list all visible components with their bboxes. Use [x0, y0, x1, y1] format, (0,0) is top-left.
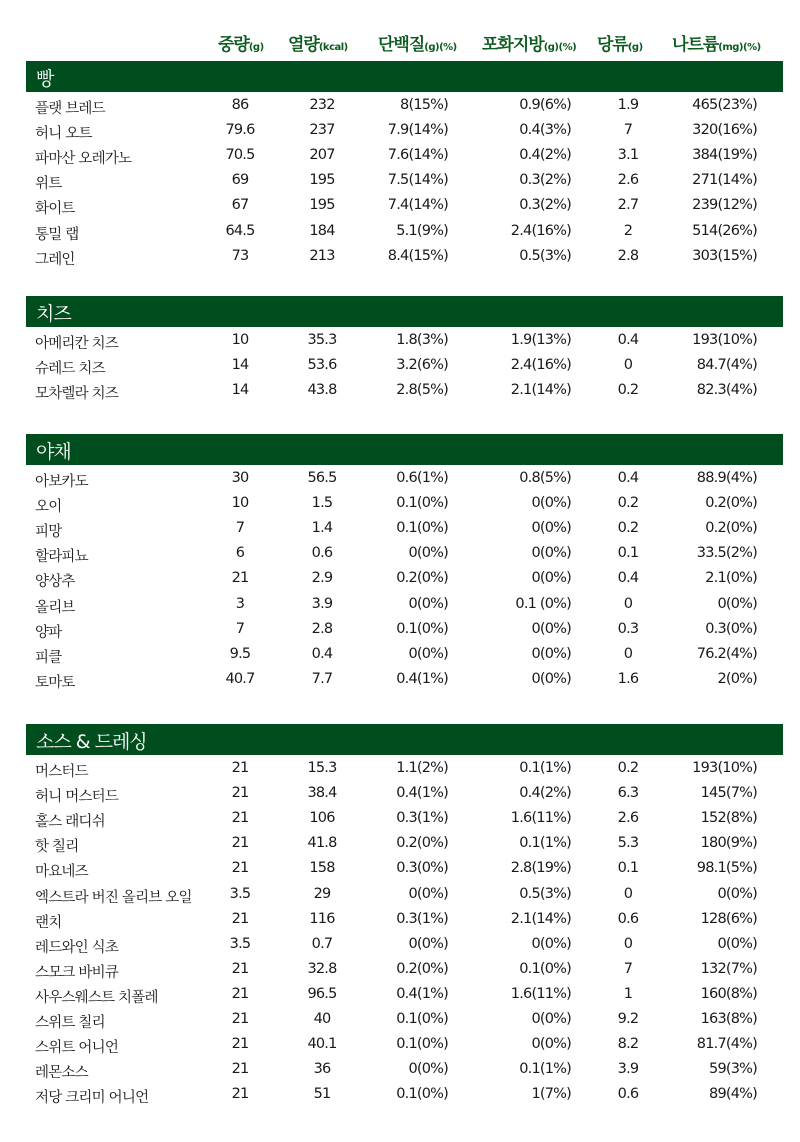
column-header-saturated-fat: 포화지방(g)(%) — [482, 35, 577, 55]
column-header-sodium: 나트륨(mg)(%) — [672, 35, 761, 55]
cell-sugar: 1 — [623, 985, 633, 1002]
table-row — [0, 492, 800, 517]
cell-sodium: 0.2(0%) — [705, 495, 757, 512]
cell-protein: 0.4(1%) — [396, 985, 448, 1002]
cell-item-name: 피클 — [35, 649, 62, 666]
cell-saturated-fat: 0.8(5%) — [519, 470, 571, 486]
cell-calories: 51 — [313, 1086, 331, 1103]
cell-weight: 21 — [231, 910, 249, 927]
cell-calories: 32.8 — [307, 960, 337, 977]
cell-sodium: 33.5(2%) — [696, 545, 757, 562]
cell-item-name: 모차렐라 치즈 — [35, 386, 119, 403]
cell-weight: 21 — [231, 960, 249, 977]
cell-sodium: 84.7(4%) — [696, 357, 757, 374]
cell-weight: 21 — [231, 835, 249, 852]
cell-saturated-fat: 0(0%) — [531, 1011, 571, 1027]
cell-saturated-fat: 2.1(14%) — [510, 910, 571, 927]
cell-sugar: 0 — [623, 357, 633, 374]
section-header-bar — [26, 434, 783, 465]
cell-calories: 38.4 — [307, 785, 337, 802]
table-row — [0, 807, 800, 832]
cell-weight: 21 — [231, 1011, 249, 1027]
table-row — [0, 354, 800, 379]
table-row — [0, 668, 800, 693]
cell-weight: 21 — [231, 760, 249, 776]
cell-weight: 7 — [235, 520, 245, 537]
cell-sodium: 152(8%) — [700, 810, 757, 827]
cell-calories: 2.8 — [311, 620, 333, 637]
cell-weight: 21 — [231, 570, 249, 587]
cell-weight: 21 — [231, 785, 249, 802]
section-header-bar — [26, 296, 783, 327]
section-header-bar — [26, 724, 783, 755]
cell-sugar: 2.6 — [617, 172, 639, 189]
cell-item-name: 플랫 브레드 — [35, 101, 105, 117]
column-header-weight: 중량(g) — [218, 35, 264, 55]
cell-calories: 43.8 — [307, 382, 337, 399]
cell-protein: 0.3(1%) — [396, 910, 448, 927]
cell-weight: 14 — [231, 382, 249, 399]
cell-saturated-fat: 0.3(2%) — [519, 197, 571, 214]
cell-saturated-fat: 0(0%) — [531, 545, 571, 562]
cell-weight: 70.5 — [225, 147, 255, 164]
cell-sugar: 8.2 — [617, 1036, 639, 1053]
cell-sugar: 3.1 — [617, 147, 639, 164]
cell-sugar: 2.6 — [617, 810, 639, 827]
cell-sodium: 89(4%) — [709, 1086, 757, 1103]
cell-weight: 10 — [231, 332, 249, 348]
cell-protein: 0.1(0%) — [396, 1036, 448, 1053]
table-row — [0, 983, 800, 1008]
section-title: 빵 — [36, 68, 54, 90]
cell-item-name: 아메리칸 치즈 — [35, 336, 119, 352]
cell-saturated-fat: 1.6(11%) — [510, 810, 571, 827]
cell-calories: 207 — [309, 147, 335, 164]
cell-sodium: 0(0%) — [717, 595, 757, 612]
cell-calories: 35.3 — [307, 332, 337, 348]
table-row — [0, 567, 800, 592]
cell-weight: 86 — [231, 97, 249, 113]
cell-sugar: 7 — [623, 960, 633, 977]
cell-protein: 0.6(1%) — [396, 470, 448, 486]
cell-protein: 7.9(14%) — [387, 122, 448, 139]
cell-sodium: 0.2(0%) — [705, 520, 757, 537]
cell-sodium: 132(7%) — [700, 960, 757, 977]
table-row — [0, 220, 800, 245]
cell-calories: 40.1 — [307, 1036, 337, 1053]
cell-sodium: 88.9(4%) — [696, 470, 757, 486]
cell-sodium: 180(9%) — [700, 835, 757, 852]
cell-saturated-fat: 0.4(2%) — [519, 147, 571, 164]
cell-calories: 184 — [309, 222, 335, 239]
table-row — [0, 593, 800, 618]
cell-item-name: 피망 — [35, 524, 62, 541]
cell-sugar: 0.2 — [617, 382, 639, 399]
cell-sodium: 81.7(4%) — [696, 1036, 757, 1053]
cell-sugar: 0.2 — [617, 520, 639, 537]
cell-saturated-fat: 1.9(13%) — [510, 332, 571, 348]
cell-saturated-fat: 0.1(0%) — [519, 960, 571, 977]
cell-saturated-fat: 2.4(16%) — [510, 357, 571, 374]
cell-sugar: 0.1 — [617, 860, 639, 877]
cell-protein: 0(0%) — [408, 885, 448, 902]
cell-protein: 0.4(1%) — [396, 785, 448, 802]
cell-calories: 29 — [313, 885, 331, 902]
table-row — [0, 169, 800, 194]
cell-sodium: 0.3(0%) — [705, 620, 757, 637]
cell-sugar: 1.9 — [617, 97, 639, 113]
cell-weight: 21 — [231, 1086, 249, 1103]
column-header-row — [0, 30, 800, 58]
cell-item-name: 레몬소스 — [35, 1065, 88, 1082]
cell-protein: 8.4(15%) — [387, 247, 448, 264]
cell-item-name: 마요네즈 — [35, 864, 88, 881]
cell-item-name: 아보카도 — [35, 474, 88, 490]
table-row — [0, 144, 800, 169]
cell-sugar: 2 — [623, 222, 633, 239]
cell-sugar: 2.7 — [617, 197, 639, 214]
cell-sugar: 0.4 — [617, 332, 639, 348]
table-row — [0, 467, 800, 492]
cell-sodium: 2.1(0%) — [705, 570, 757, 587]
cell-item-name: 토마토 — [35, 674, 75, 691]
cell-item-name: 파마산 오레가노 — [35, 151, 132, 168]
cell-sodium: 239(12%) — [692, 197, 757, 214]
cell-protein: 0.3(1%) — [396, 810, 448, 827]
cell-calories: 1.4 — [311, 520, 333, 537]
cell-sodium: 0(0%) — [717, 935, 757, 952]
cell-saturated-fat: 0.1 (0%) — [515, 595, 571, 612]
cell-sodium: 145(7%) — [700, 785, 757, 802]
cell-weight: 21 — [231, 810, 249, 827]
cell-protein: 0.1(0%) — [396, 1011, 448, 1027]
cell-protein: 0(0%) — [408, 935, 448, 952]
cell-sugar: 2.8 — [617, 247, 639, 264]
cell-sugar: 0.6 — [617, 910, 639, 927]
cell-protein: 0.4(1%) — [396, 670, 448, 687]
section-title: 소스 & 드레싱 — [36, 731, 147, 753]
cell-calories: 213 — [309, 247, 335, 264]
cell-protein: 0.1(0%) — [396, 520, 448, 537]
cell-sodium: 465(23%) — [692, 97, 757, 113]
cell-sugar: 5.3 — [617, 835, 639, 852]
cell-calories: 106 — [309, 810, 335, 827]
cell-weight: 69 — [231, 172, 249, 189]
table-row — [0, 194, 800, 219]
cell-item-name: 오이 — [35, 499, 62, 516]
cell-calories: 2.9 — [311, 570, 333, 587]
cell-saturated-fat: 0(0%) — [531, 620, 571, 637]
cell-calories: 158 — [309, 860, 335, 877]
cell-weight: 10 — [231, 495, 249, 512]
cell-sugar: 0.6 — [617, 1086, 639, 1103]
cell-item-name: 저당 크리미 어니언 — [35, 1090, 149, 1107]
cell-saturated-fat: 0(0%) — [531, 570, 571, 587]
cell-saturated-fat: 0(0%) — [531, 495, 571, 512]
table-row — [0, 329, 800, 354]
cell-saturated-fat: 0.1(1%) — [519, 760, 571, 776]
cell-calories: 15.3 — [307, 760, 337, 776]
cell-weight: 21 — [231, 985, 249, 1002]
cell-weight: 67 — [231, 197, 249, 214]
cell-sodium: 193(10%) — [692, 760, 757, 776]
cell-calories: 36 — [313, 1061, 331, 1078]
cell-protein: 0.3(0%) — [396, 860, 448, 877]
cell-weight: 40.7 — [225, 670, 255, 687]
cell-weight: 14 — [231, 357, 249, 374]
cell-item-name: 홀스 래디쉬 — [35, 814, 105, 831]
cell-saturated-fat: 0.3(2%) — [519, 172, 571, 189]
cell-protein: 0.1(0%) — [396, 1086, 448, 1103]
cell-calories: 0.6 — [311, 545, 333, 562]
cell-weight: 6 — [235, 545, 245, 562]
cell-calories: 0.7 — [311, 935, 333, 952]
cell-item-name: 화이트 — [35, 201, 75, 218]
cell-calories: 7.7 — [311, 670, 333, 687]
cell-sodium: 2(0%) — [717, 670, 757, 687]
cell-calories: 56.5 — [307, 470, 337, 486]
cell-protein: 2.8(5%) — [396, 382, 448, 399]
cell-sugar: 0.2 — [617, 760, 639, 776]
cell-sugar: 0.4 — [617, 470, 639, 486]
cell-item-name: 사우스웨스트 치폴레 — [35, 989, 158, 1006]
cell-item-name: 양파 — [35, 624, 62, 641]
cell-protein: 7.4(14%) — [387, 197, 448, 214]
cell-saturated-fat: 0(0%) — [531, 1036, 571, 1053]
cell-calories: 116 — [309, 910, 335, 927]
cell-protein: 0.2(0%) — [396, 570, 448, 587]
cell-saturated-fat: 0(0%) — [531, 935, 571, 952]
cell-protein: 5.1(9%) — [396, 222, 448, 239]
cell-protein: 1.8(3%) — [396, 332, 448, 348]
table-row — [0, 94, 800, 119]
cell-sodium: 320(16%) — [692, 122, 757, 139]
cell-sugar: 0.3 — [617, 620, 639, 637]
cell-item-name: 통밀 랩 — [35, 226, 79, 243]
cell-weight: 7 — [235, 620, 245, 637]
table-row — [0, 857, 800, 882]
cell-item-name: 양상추 — [35, 574, 75, 591]
cell-saturated-fat: 0.4(3%) — [519, 122, 571, 139]
cell-weight: 9.5 — [229, 645, 251, 662]
cell-calories: 195 — [309, 197, 335, 214]
cell-sugar: 0 — [623, 885, 633, 902]
cell-protein: 8(15%) — [400, 97, 448, 113]
cell-saturated-fat: 0(0%) — [531, 645, 571, 662]
table-row — [0, 643, 800, 668]
cell-weight: 73 — [231, 247, 249, 264]
cell-sodium: 384(19%) — [692, 147, 757, 164]
cell-protein: 0(0%) — [408, 645, 448, 662]
cell-weight: 21 — [231, 860, 249, 877]
cell-calories: 1.5 — [311, 495, 333, 512]
table-row — [0, 119, 800, 144]
table-row — [0, 832, 800, 857]
cell-weight: 21 — [231, 1061, 249, 1078]
cell-sodium: 98.1(5%) — [696, 860, 757, 877]
cell-sugar: 0 — [623, 935, 633, 952]
cell-item-name: 핫 칠리 — [35, 839, 79, 856]
table-row — [0, 379, 800, 404]
cell-sodium: 82.3(4%) — [696, 382, 757, 399]
cell-saturated-fat: 2.1(14%) — [510, 382, 571, 399]
table-row — [0, 245, 800, 270]
cell-calories: 232 — [309, 97, 335, 113]
table-row — [0, 782, 800, 807]
cell-protein: 0.2(0%) — [396, 960, 448, 977]
cell-protein: 0.1(0%) — [396, 620, 448, 637]
cell-sodium: 0(0%) — [717, 885, 757, 902]
section-title: 야채 — [36, 441, 71, 463]
column-header-calories: 열량(kcal) — [288, 35, 348, 55]
cell-item-name: 스모크 바비큐 — [35, 964, 119, 981]
cell-sodium: 193(10%) — [692, 332, 757, 348]
cell-weight: 3.5 — [229, 885, 251, 902]
cell-item-name: 그레인 — [35, 251, 75, 268]
table-row — [0, 1083, 800, 1108]
cell-sodium: 76.2(4%) — [696, 645, 757, 662]
cell-sugar: 0 — [623, 645, 633, 662]
cell-protein: 1.1(2%) — [396, 760, 448, 776]
table-row — [0, 1008, 800, 1033]
cell-calories: 96.5 — [307, 985, 337, 1002]
cell-item-name: 엑스트라 버진 올리브 오일 — [35, 889, 192, 906]
cell-saturated-fat: 0.5(3%) — [519, 247, 571, 264]
cell-saturated-fat: 1(7%) — [531, 1086, 571, 1103]
cell-saturated-fat: 2.8(19%) — [510, 860, 571, 877]
cell-calories: 0.4 — [311, 645, 333, 662]
cell-item-name: 허니 머스터드 — [35, 789, 119, 806]
cell-item-name: 슈레드 치즈 — [35, 361, 105, 378]
cell-item-name: 랜치 — [35, 914, 62, 931]
cell-saturated-fat: 0(0%) — [531, 520, 571, 537]
table-row — [0, 618, 800, 643]
cell-item-name: 스위트 칠리 — [35, 1015, 105, 1031]
cell-protein: 0(0%) — [408, 595, 448, 612]
cell-protein: 0.1(0%) — [396, 495, 448, 512]
table-row — [0, 757, 800, 782]
section-title: 치즈 — [36, 303, 71, 325]
table-row — [0, 933, 800, 958]
cell-protein: 0(0%) — [408, 545, 448, 562]
cell-protein: 0(0%) — [408, 1061, 448, 1078]
cell-sodium: 303(15%) — [692, 247, 757, 264]
cell-sodium: 160(8%) — [700, 985, 757, 1002]
cell-calories: 3.9 — [311, 595, 333, 612]
cell-weight: 79.6 — [225, 122, 255, 139]
cell-item-name: 허니 오트 — [35, 126, 92, 143]
cell-sugar: 3.9 — [617, 1061, 639, 1078]
cell-sugar: 1.6 — [617, 670, 639, 687]
cell-item-name: 머스터드 — [35, 764, 88, 780]
cell-weight: 3 — [235, 595, 245, 612]
cell-saturated-fat: 0.4(2%) — [519, 785, 571, 802]
cell-sugar: 9.2 — [617, 1011, 639, 1027]
table-row — [0, 1058, 800, 1083]
cell-sugar: 0.1 — [617, 545, 639, 562]
section-header-bar — [26, 61, 783, 92]
table-row — [0, 958, 800, 983]
cell-protein: 0.2(0%) — [396, 835, 448, 852]
cell-protein: 3.2(6%) — [396, 357, 448, 374]
cell-sugar: 7 — [623, 122, 633, 139]
table-row — [0, 517, 800, 542]
cell-saturated-fat: 0(0%) — [531, 670, 571, 687]
cell-sugar: 0 — [623, 595, 633, 612]
cell-calories: 53.6 — [307, 357, 337, 374]
cell-saturated-fat: 0.1(1%) — [519, 835, 571, 852]
cell-sugar: 0.4 — [617, 570, 639, 587]
cell-protein: 7.6(14%) — [387, 147, 448, 164]
cell-calories: 195 — [309, 172, 335, 189]
cell-sodium: 271(14%) — [692, 172, 757, 189]
column-header-sugar: 당류(g) — [597, 35, 643, 55]
cell-protein: 7.5(14%) — [387, 172, 448, 189]
table-row — [0, 542, 800, 567]
cell-saturated-fat: 2.4(16%) — [510, 222, 571, 239]
cell-calories: 237 — [309, 122, 335, 139]
cell-item-name: 스위트 어니언 — [35, 1040, 119, 1057]
cell-weight: 30 — [231, 470, 249, 486]
column-header-protein: 단백질(g)(%) — [378, 35, 457, 55]
table-row — [0, 1033, 800, 1058]
table-row — [0, 908, 800, 933]
table-row — [0, 883, 800, 908]
cell-sugar: 0.2 — [617, 495, 639, 512]
cell-item-name: 할라피뇨 — [35, 549, 88, 566]
cell-sodium: 59(3%) — [709, 1061, 757, 1078]
cell-sodium: 514(26%) — [692, 222, 757, 239]
cell-saturated-fat: 0.9(6%) — [519, 97, 571, 113]
cell-saturated-fat: 1.6(11%) — [510, 985, 571, 1002]
cell-weight: 21 — [231, 1036, 249, 1053]
cell-saturated-fat: 0.1(1%) — [519, 1061, 571, 1078]
cell-calories: 40 — [313, 1011, 331, 1027]
cell-item-name: 위트 — [35, 176, 62, 193]
cell-item-name: 레드와인 식초 — [35, 939, 119, 956]
cell-calories: 41.8 — [307, 835, 337, 852]
cell-weight: 64.5 — [225, 222, 255, 239]
cell-sodium: 128(6%) — [700, 910, 757, 927]
cell-item-name: 올리브 — [35, 599, 75, 616]
cell-sodium: 163(8%) — [700, 1011, 757, 1027]
cell-sugar: 6.3 — [617, 785, 639, 802]
cell-saturated-fat: 0.5(3%) — [519, 885, 571, 902]
cell-weight: 3.5 — [229, 935, 251, 952]
